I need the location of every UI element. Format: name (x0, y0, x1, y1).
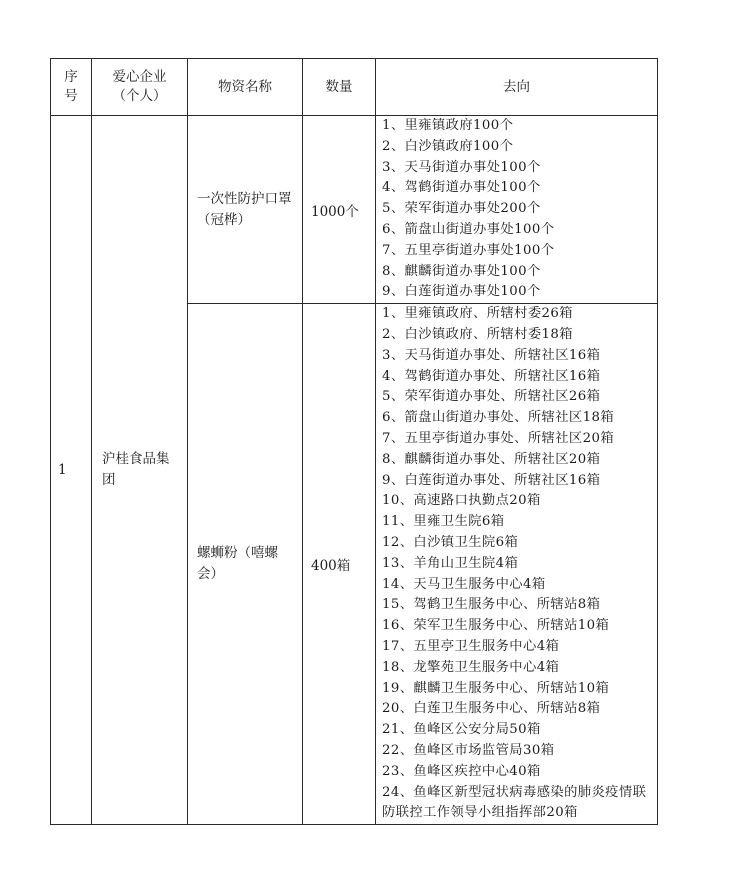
list-item: 3、天马街道办事处、所辖社区16箱 (382, 347, 601, 363)
list-item: 24、鱼峰区新型冠状病毒感染的肺炎疫情联防联控工作领导小组指挥部20箱 (382, 784, 647, 821)
list-item: 23、鱼峰区疾控中心40箱 (382, 763, 541, 779)
list-item: 6、箭盘山街道办事处、所辖社区18箱 (382, 410, 615, 426)
list-item: 13、羊角山卫生院4箱 (382, 555, 519, 571)
list-item: 3、天马街道办事处100个 (382, 159, 541, 175)
list-item: 8、麒麟街道办事处、所辖社区20箱 (382, 451, 601, 467)
list-item: 5、荣军街道办事处、所辖社区26箱 (382, 389, 601, 405)
table-row (51, 116, 658, 304)
item-name-noodles: 螺蛳粉（嘻螺会） (188, 304, 303, 825)
list-item: 4、驾鹤街道办事处100个 (382, 180, 541, 196)
list-item: 22、鱼峰区市场监管局30箱 (382, 742, 555, 758)
list-item: 5、荣军街道办事处200个 (382, 201, 541, 217)
list-item: 7、五里亭街道办事处100个 (382, 242, 555, 258)
list-item: 9、白莲街道办事处、所辖社区16箱 (382, 472, 601, 488)
list-item: 15、驾鹤卫生服务中心、所辖站8箱 (382, 597, 601, 613)
list-item: 4、驾鹤街道办事处、所辖社区16箱 (382, 368, 601, 384)
donation-table (50, 58, 658, 825)
list-item: 8、麒麟街道办事处100个 (382, 263, 541, 279)
list-item: 9、白莲街道办事处100个 (382, 284, 541, 300)
row-seq: 1 (51, 116, 92, 825)
destination-list (382, 116, 653, 303)
list-item: 1、里雍镇政府、所辖村委26箱 (382, 306, 573, 322)
list-item: 11、里雍卫生院6箱 (382, 514, 505, 530)
header-row (51, 59, 658, 116)
list-item: 20、白莲卫生服务中心、所辖站8箱 (382, 701, 601, 717)
list-item: 2、白沙镇政府、所辖村委18箱 (382, 326, 573, 342)
destinations-masks (376, 116, 658, 304)
item-quantity-masks: 1000个 (303, 116, 376, 304)
list-item: 21、鱼峰区公安分局50箱 (382, 722, 541, 738)
item-name-masks: 一次性防护口罩（冠桦） (188, 116, 303, 304)
header-item: 物资名称 (188, 59, 303, 116)
list-item: 12、白沙镇卫生院6箱 (382, 534, 519, 550)
list-item: 6、箭盘山街道办事处100个 (382, 221, 555, 237)
list-item: 16、荣军卫生服务中心、所辖站10箱 (382, 618, 610, 634)
list-item: 2、白沙镇政府100个 (382, 138, 514, 154)
list-item: 7、五里亭街道办事处、所辖社区20箱 (382, 430, 615, 446)
header-quantity: 数量 (303, 59, 376, 116)
list-item: 18、龙擎苑卫生服务中心4箱 (382, 659, 560, 675)
destinations-noodles (376, 304, 658, 825)
list-item: 10、高速路口执勤点20箱 (382, 493, 541, 509)
header-seq: 序号 (51, 59, 92, 116)
header-donor: 爱心企业（个人） (92, 59, 188, 116)
list-item: 14、天马卫生服务中心4箱 (382, 576, 546, 592)
destination-list (382, 304, 653, 824)
header-destination: 去向 (376, 59, 658, 116)
row-donor: 沪桂食品集团 (92, 116, 188, 825)
list-item: 17、五里亭卫生服务中心4箱 (382, 638, 560, 654)
list-item: 19、麒麟卫生服务中心、所辖站10箱 (382, 680, 610, 696)
list-item: 1、里雍镇政府100个 (382, 118, 514, 133)
item-quantity-noodles: 400箱 (303, 304, 376, 825)
